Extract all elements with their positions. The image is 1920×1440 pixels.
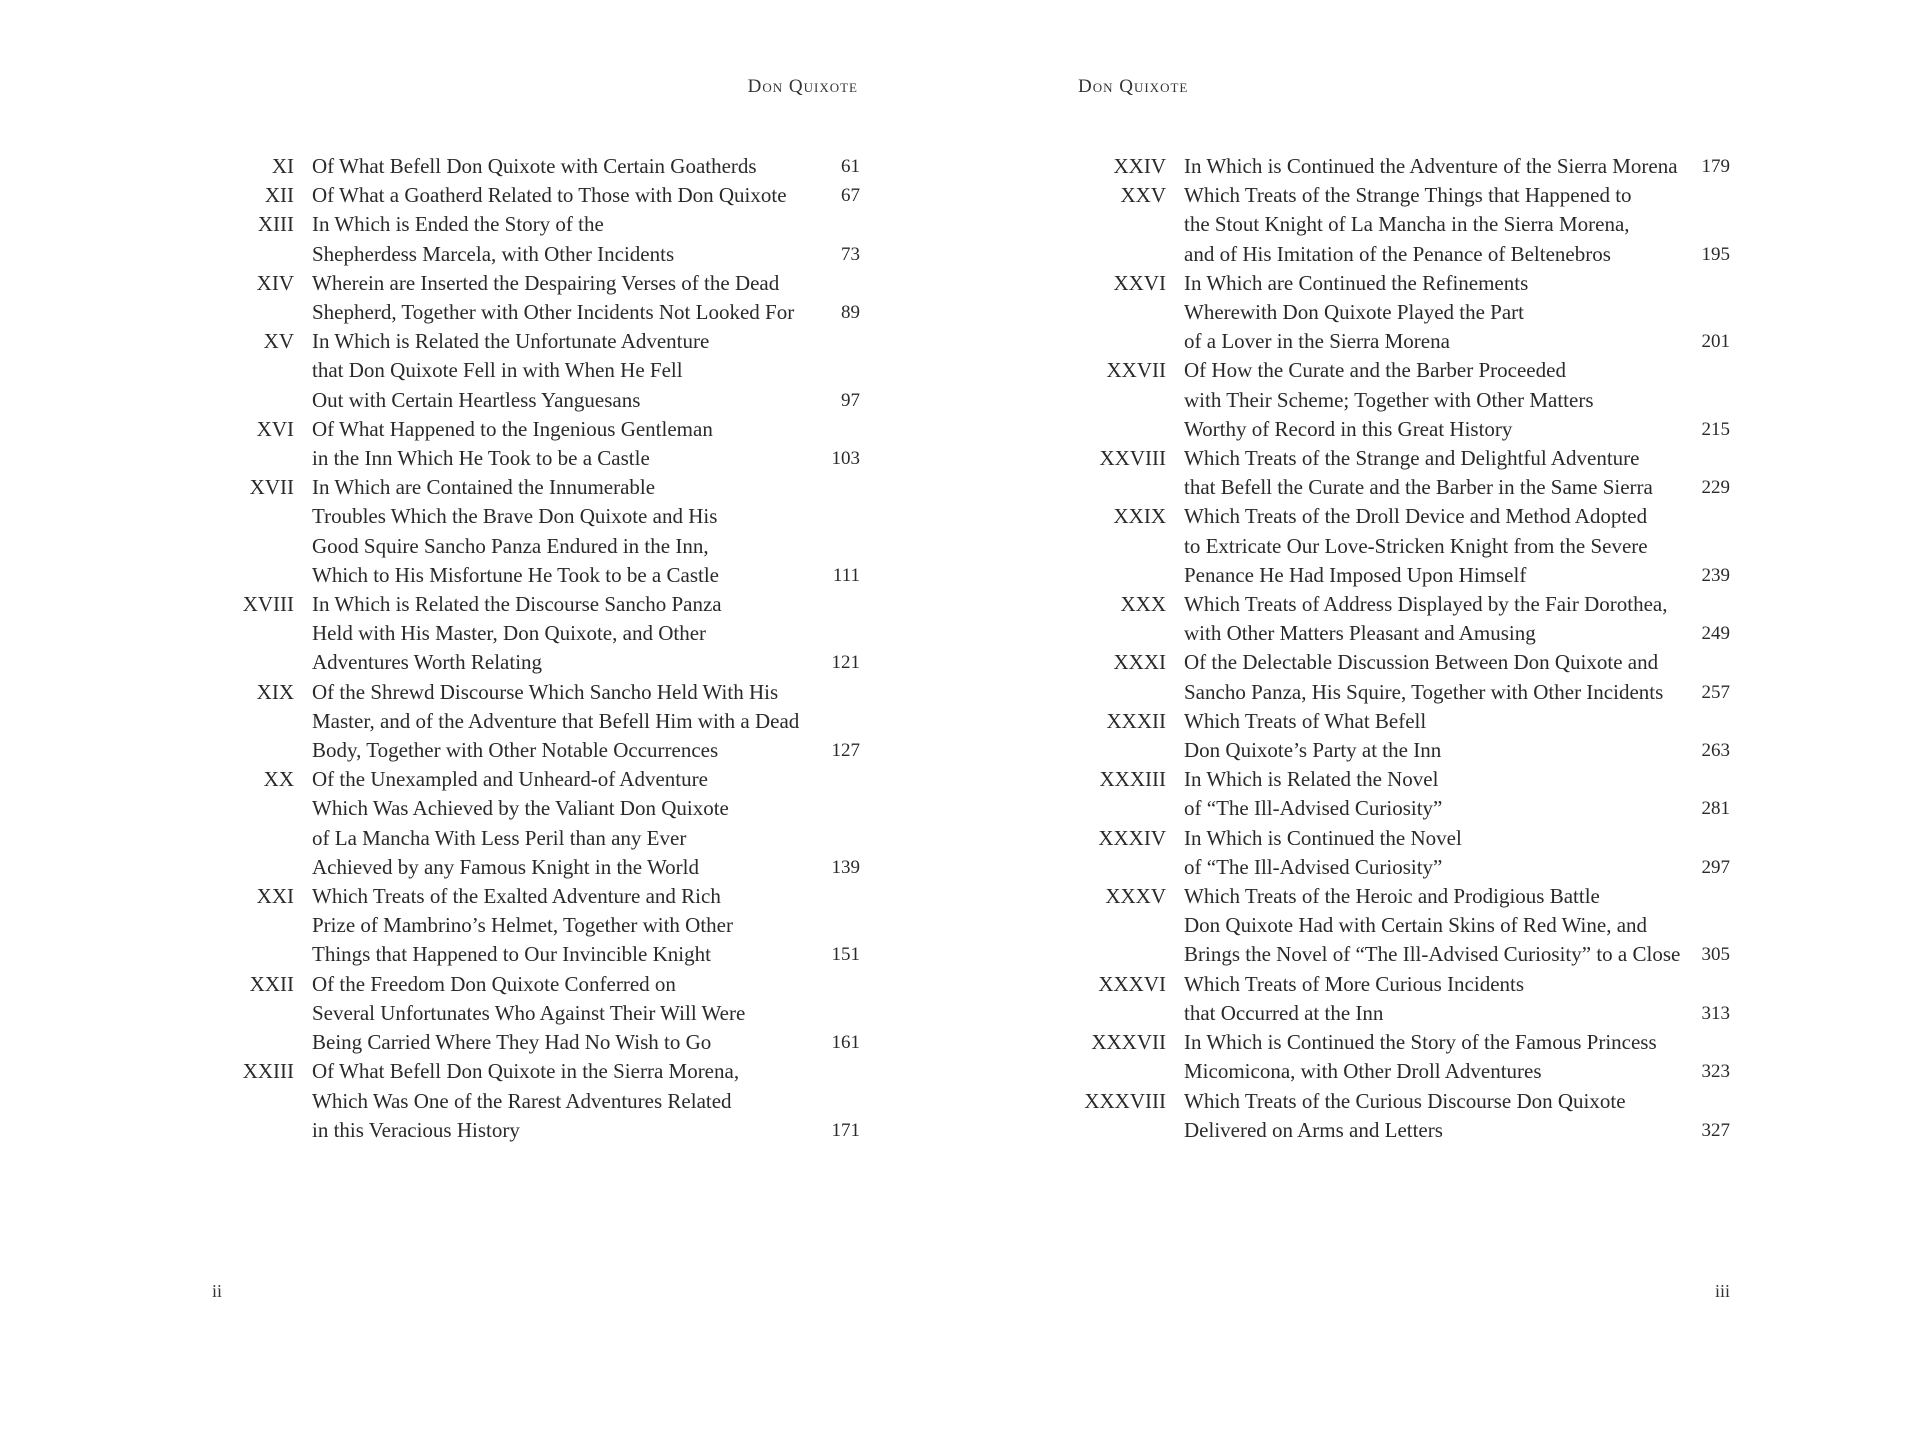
- toc-entry: [188, 415, 860, 473]
- chapter-title-line: [1184, 707, 1730, 736]
- page-number: 97: [841, 389, 860, 411]
- chapter-title-line: [1184, 327, 1730, 356]
- chapter-title-text: and of His Imitation of the Penance of Beltenebros: [1184, 241, 1611, 266]
- chapter-number: XXXVII: [1091, 1030, 1166, 1055]
- chapter-title-line: [312, 970, 860, 999]
- chapter-title: [312, 473, 860, 590]
- chapter-title-text: of La Mancha With Less Peril than any Ever: [312, 825, 687, 850]
- page-number: 215: [1701, 418, 1730, 440]
- chapter-title-text: Delivered on Arms and Letters: [1184, 1117, 1443, 1142]
- chapter-number: XVIII: [242, 592, 294, 617]
- chapter-title-line: [312, 561, 860, 590]
- chapter-title: [1184, 882, 1730, 970]
- chapter-number: XV: [263, 329, 294, 354]
- chapter-title: [312, 415, 860, 473]
- page-number: 103: [831, 448, 860, 470]
- chapter-title-text: Which Treats of Address Displayed by the Fair Dorothea,: [1184, 592, 1668, 617]
- toc-entry: [1078, 152, 1730, 181]
- chapter-number: XIX: [256, 679, 294, 704]
- chapter-title-line: [1184, 356, 1730, 385]
- page-number: 229: [1701, 477, 1730, 499]
- chapter-title-line: [1184, 882, 1730, 911]
- chapter-title-line: [1184, 502, 1730, 531]
- toc-entry: [188, 970, 860, 1058]
- chapter-title-line: [1184, 853, 1730, 882]
- chapter-title-line: [312, 502, 860, 531]
- chapter-title-text: In Which is Continued the Adventure of the Sierra Morena: [1184, 154, 1678, 178]
- chapter-title: [312, 210, 860, 268]
- chapter-title-text: Which Treats of the Heroic and Prodigious Battle: [1184, 884, 1600, 909]
- toc-entry: [188, 152, 860, 181]
- page-number: 263: [1701, 740, 1730, 762]
- chapter-title-text: Don Quixote Had with Certain Skins of Red Wine, and: [1184, 913, 1648, 938]
- chapter-title-text: Of the Delectable Discussion Between Don Quixote and: [1184, 650, 1659, 675]
- chapter-number: XXXIII: [1099, 767, 1166, 792]
- chapter-title-text: In Which is Related the Novel: [1184, 767, 1439, 792]
- toc-entry: [188, 882, 860, 970]
- chapter-number: XXVII: [1106, 358, 1166, 383]
- chapter-title: [1184, 648, 1730, 706]
- chapter-title: [1184, 1028, 1730, 1086]
- chapter-number: XXV: [1120, 183, 1166, 208]
- toc-entry: [188, 269, 860, 327]
- page-number: 121: [831, 652, 860, 674]
- chapter-title-line: [1184, 1057, 1730, 1086]
- chapter-title-text: Achieved by any Famous Knight in the World: [312, 854, 699, 879]
- chapter-title-line: [312, 356, 860, 385]
- chapter-number: XXXVIII: [1084, 1088, 1166, 1113]
- chapter-title: [1184, 356, 1730, 444]
- chapter-title: [312, 765, 860, 882]
- chapter-title-line: [312, 940, 860, 969]
- chapter-title-line: [1184, 911, 1730, 940]
- chapter-title: [1184, 181, 1730, 269]
- chapter-title-text: In Which is Ended the Story of the: [312, 212, 604, 237]
- chapter-title-text: that Occurred at the Inn: [1184, 1000, 1384, 1025]
- chapter-title-line: [312, 386, 860, 415]
- chapter-title-text: Of What a Goatherd Related to Those with Don Quixote: [312, 183, 787, 208]
- chapter-title-text: that Befell the Curate and the Barber in the Same Sierra: [1184, 475, 1653, 500]
- chapter-title-line: [312, 707, 860, 736]
- toc-entry: [188, 327, 860, 415]
- page-number: 195: [1701, 243, 1730, 265]
- chapter-number: XXI: [256, 884, 294, 909]
- chapter-title-line: [1184, 824, 1730, 853]
- page-number: 127: [831, 740, 860, 762]
- page-number: 139: [831, 856, 860, 878]
- chapter-title-text: Don Quixote’s Party at the Inn: [1184, 738, 1442, 763]
- toc-entry: [1078, 356, 1730, 444]
- chapter-title-line: [312, 736, 860, 765]
- chapter-title-text: Brings the Novel of “The Ill-Advised Curiosity” to a Close: [1184, 942, 1681, 967]
- chapter-title-text: Troubles Which the Brave Don Quixote and His: [312, 504, 718, 529]
- chapter-number: XXIII: [242, 1059, 294, 1084]
- chapter-title: [312, 152, 860, 181]
- page-number: 61: [841, 156, 860, 177]
- chapter-title: [1184, 1087, 1730, 1145]
- chapter-title-line: [1184, 152, 1730, 181]
- chapter-title-line: [312, 473, 860, 502]
- page-number: 281: [1701, 798, 1730, 820]
- chapter-title: [312, 970, 860, 1058]
- chapter-title-line: [1184, 298, 1730, 327]
- chapter-title: [1184, 152, 1730, 181]
- toc-right-page: [1078, 152, 1730, 1145]
- chapter-title-line: [312, 765, 860, 794]
- chapter-title-line: [312, 532, 860, 561]
- chapter-title: [1184, 590, 1730, 648]
- chapter-title-text: Body, Together with Other Notable Occurrences: [312, 738, 719, 763]
- chapter-title-text: In Which is Continued the Story of the Famous Princess: [1184, 1030, 1657, 1055]
- toc-entry: [1078, 181, 1730, 269]
- chapter-title-line: [1184, 473, 1730, 502]
- chapter-title-line: [312, 794, 860, 823]
- chapter-title-text: Which Was Achieved by the Valiant Don Quixote: [312, 796, 729, 821]
- page-number: 305: [1701, 944, 1730, 966]
- chapter-title-text: Of the Unexampled and Unheard-of Adventure: [312, 767, 708, 792]
- page-number: 239: [1701, 564, 1730, 586]
- chapter-number: XXXVI: [1098, 971, 1166, 996]
- chapter-title-line: [1184, 561, 1730, 590]
- chapter-title-line: [312, 181, 860, 210]
- chapter-title-text: in this Veracious History: [312, 1117, 520, 1142]
- chapter-title-text: Of What Befell Don Quixote in the Sierra Morena,: [312, 1059, 740, 1084]
- chapter-title-line: [312, 1116, 860, 1145]
- chapter-title-line: [312, 853, 860, 882]
- chapter-title-text: In Which is Related the Unfortunate Adventure: [312, 329, 710, 354]
- chapter-title-line: [312, 269, 860, 298]
- chapter-number: XII: [264, 183, 294, 208]
- chapter-title-text: In Which are Contained the Innumerable: [312, 475, 656, 500]
- toc-entry: [188, 1057, 860, 1145]
- chapter-title-line: [1184, 678, 1730, 707]
- toc-entry: [1078, 1028, 1730, 1086]
- chapter-title-text: that Don Quixote Fell in with When He Fell: [312, 358, 683, 383]
- chapter-title-text: In Which is Continued the Novel: [1184, 825, 1462, 850]
- chapter-number: XXIX: [1113, 504, 1166, 529]
- chapter-title: [1184, 824, 1730, 882]
- chapter-title-text: Of How the Curate and the Barber Proceeded: [1184, 358, 1566, 383]
- chapter-number: XXXV: [1105, 884, 1166, 909]
- chapter-title: [1184, 765, 1730, 823]
- page-number: 297: [1701, 856, 1730, 878]
- chapter-title-line: [1184, 590, 1730, 619]
- chapter-title-line: [312, 152, 860, 181]
- chapter-title: [312, 1057, 860, 1145]
- chapter-title-line: [1184, 415, 1730, 444]
- toc-entry: [1078, 882, 1730, 970]
- page-number: 327: [1701, 1119, 1730, 1141]
- chapter-title: [312, 678, 860, 766]
- chapter-number: XI: [271, 154, 294, 178]
- chapter-title-line: [312, 619, 860, 648]
- chapter-title-line: [1184, 940, 1730, 969]
- toc-entry: [1078, 1087, 1730, 1145]
- chapter-title-line: [312, 1057, 860, 1086]
- chapter-title-text: Wherewith Don Quixote Played the Part: [1184, 300, 1524, 325]
- chapter-number: XXVIII: [1099, 446, 1166, 471]
- chapter-title-line: [312, 590, 860, 619]
- chapter-title-line: [312, 444, 860, 473]
- chapter-number: XXIV: [1113, 154, 1166, 178]
- chapter-number: XVI: [256, 416, 294, 441]
- chapter-title-line: [312, 327, 860, 356]
- chapter-title-text: Which to His Misfortune He Took to be a Castle: [312, 562, 719, 587]
- page-number: 89: [841, 302, 860, 324]
- chapter-title-line: [1184, 736, 1730, 765]
- chapter-title-line: [312, 882, 860, 911]
- chapter-number: XXII: [249, 971, 294, 996]
- toc-entry: [1078, 269, 1730, 357]
- chapter-number: XXX: [1120, 592, 1166, 617]
- toc-entry: [188, 590, 860, 678]
- chapter-title-text: Shepherd, Together with Other Incidents Not Looked For: [312, 300, 795, 325]
- chapter-title-line: [1184, 240, 1730, 269]
- chapter-title: [312, 181, 860, 210]
- chapter-title-line: [312, 1087, 860, 1116]
- chapter-title-text: Of What Happened to the Ingenious Gentleman: [312, 416, 713, 441]
- chapter-title-text: with Their Scheme; Together with Other Matters: [1184, 387, 1594, 412]
- chapter-title-line: [1184, 386, 1730, 415]
- toc-entry: [1078, 648, 1730, 706]
- chapter-title-line: [312, 240, 860, 269]
- page-number: 313: [1701, 1002, 1730, 1024]
- page-number: 171: [831, 1119, 860, 1141]
- chapter-title-text: In Which is Related the Discourse Sancho Panza: [312, 592, 722, 617]
- chapter-title-text: Adventures Worth Relating: [312, 650, 543, 675]
- chapter-title-text: Of the Freedom Don Quixote Conferred on: [312, 971, 676, 996]
- chapter-title-line: [312, 298, 860, 327]
- toc-entry: [188, 181, 860, 210]
- chapter-title-text: Penance He Had Imposed Upon Himself: [1184, 562, 1527, 587]
- chapter-title-line: [1184, 999, 1730, 1028]
- chapter-title-text: in the Inn Which He Took to be a Castle: [312, 446, 650, 471]
- chapter-title-line: [1184, 1028, 1730, 1057]
- folio-right: iii: [1714, 1281, 1730, 1301]
- chapter-title-text: Of the Shrewd Discourse Which Sancho Held With His: [312, 679, 779, 704]
- page-number: 151: [831, 944, 860, 966]
- chapter-title-line: [312, 824, 860, 853]
- chapter-title-line: [1184, 181, 1730, 210]
- chapter-title-text: Which Treats of More Curious Incidents: [1184, 971, 1525, 996]
- chapter-title-line: [312, 648, 860, 677]
- toc-entry: [188, 210, 860, 268]
- chapter-title-text: of “The Ill-Advised Curiosity”: [1184, 796, 1443, 821]
- chapter-title-line: [1184, 1116, 1730, 1145]
- chapter-title-line: [312, 415, 860, 444]
- chapter-title: [312, 590, 860, 678]
- chapter-title-text: Good Squire Sancho Panza Endured in the Inn,: [312, 533, 709, 558]
- chapter-title-text: Which Was One of the Rarest Adventures Related: [312, 1088, 732, 1113]
- chapter-title: [1184, 707, 1730, 765]
- chapter-title-line: [1184, 619, 1730, 648]
- chapter-number: XIII: [257, 212, 294, 237]
- chapter-title-line: [1184, 210, 1730, 239]
- chapter-title-text: of a Lover in the Sierra Morena: [1184, 329, 1450, 354]
- chapter-title-text: Prize of Mambrino’s Helmet, Together with Other: [312, 913, 733, 938]
- chapter-title-text: Held with His Master, Don Quixote, and Other: [312, 621, 707, 646]
- chapter-title-text: Which Treats of the Droll Device and Method Adopted: [1184, 504, 1648, 529]
- chapter-title-line: [312, 678, 860, 707]
- chapter-title: [312, 327, 860, 415]
- page-number: 111: [832, 564, 860, 586]
- chapter-title-text: Sancho Panza, His Squire, Together with Other Incidents: [1184, 679, 1664, 704]
- chapter-title: [1184, 269, 1730, 357]
- chapter-title-text: Which Treats of the Exalted Adventure and Rich: [312, 884, 721, 909]
- chapter-title-text: In Which are Continued the Refinements: [1184, 270, 1529, 295]
- chapter-title: [1184, 444, 1730, 502]
- chapter-number: XXXIV: [1098, 825, 1166, 850]
- chapter-title-text: Which Treats of the Strange and Delightful Adventure: [1184, 446, 1640, 471]
- chapter-title-line: [312, 911, 860, 940]
- page-number: 161: [831, 1032, 860, 1054]
- page-number: 257: [1701, 681, 1730, 703]
- page-number: 179: [1701, 156, 1730, 177]
- chapter-title: [312, 882, 860, 970]
- chapter-title-text: Several Unfortunates Who Against Their Will Were: [312, 1000, 746, 1025]
- chapter-title-text: of “The Ill-Advised Curiosity”: [1184, 854, 1443, 879]
- toc-entry: [1078, 590, 1730, 648]
- chapter-title-line: [1184, 970, 1730, 999]
- chapter-title-text: the Stout Knight of La Mancha in the Sierra Morena,: [1184, 212, 1630, 237]
- chapter-title-line: [1184, 444, 1730, 473]
- toc-entry: [1078, 444, 1730, 502]
- chapter-title-text: Things that Happened to Our Invincible Knight: [312, 942, 711, 967]
- toc-entry: [1078, 970, 1730, 1028]
- page-number: 67: [841, 185, 860, 207]
- chapter-title-text: Micomicona, with Other Droll Adventures: [1184, 1059, 1542, 1084]
- page-number: 323: [1701, 1061, 1730, 1083]
- toc-entry: [1078, 707, 1730, 765]
- chapter-number: XXXI: [1113, 650, 1166, 675]
- chapter-title-line: [1184, 532, 1730, 561]
- chapter-title-text: Shepherdess Marcela, with Other Incidents: [312, 241, 675, 266]
- chapter-number: XVII: [249, 475, 294, 500]
- chapter-title-text: Being Carried Where They Had No Wish to Go: [312, 1030, 712, 1055]
- chapter-title: [1184, 502, 1730, 590]
- chapter-title-text: with Other Matters Pleasant and Amusing: [1184, 621, 1536, 646]
- page-number: 201: [1701, 331, 1730, 353]
- toc-entry: [1078, 765, 1730, 823]
- chapter-title: [312, 269, 860, 327]
- chapter-title-line: [1184, 269, 1730, 298]
- toc-entry: [188, 765, 860, 882]
- toc-entry: [1078, 824, 1730, 882]
- chapter-title-text: Wherein are Inserted the Despairing Verses of the Dead: [312, 270, 780, 295]
- chapter-number: XXVI: [1113, 270, 1166, 295]
- chapter-title-line: [1184, 1087, 1730, 1116]
- chapter-title-line: [1184, 648, 1730, 677]
- toc-entry: [188, 678, 860, 766]
- chapter-number: XX: [263, 767, 294, 792]
- chapter-title-text: Out with Certain Heartless Yanguesans: [312, 387, 641, 412]
- folio-left: ii: [212, 1281, 223, 1301]
- chapter-title-text: to Extricate Our Love-Stricken Knight from the Severe: [1184, 533, 1648, 558]
- chapter-number: XXXII: [1106, 708, 1166, 733]
- toc-entry: [1078, 502, 1730, 590]
- toc-entry: [188, 473, 860, 590]
- running-head-left: Don Quixote: [747, 76, 858, 97]
- chapter-title-text: Which Treats of What Befell: [1184, 708, 1427, 733]
- chapter-title-line: [312, 999, 860, 1028]
- chapter-title: [1184, 970, 1730, 1028]
- chapter-title-text: Worthy of Record in this Great History: [1184, 416, 1513, 441]
- chapter-title-line: [1184, 765, 1730, 794]
- page-number: 249: [1701, 623, 1730, 645]
- running-head-right: Don Quixote: [1078, 76, 1189, 97]
- chapter-title-text: Which Treats of the Strange Things that Happened to: [1184, 183, 1632, 208]
- page-number: 73: [841, 243, 860, 265]
- chapter-title-text: Master, and of the Adventure that Befell Him with a Dead: [312, 708, 800, 733]
- chapter-title-line: [312, 1028, 860, 1057]
- chapter-number: XIV: [256, 270, 294, 295]
- chapter-title-line: [312, 210, 860, 239]
- chapter-title-text: Of What Befell Don Quixote with Certain Goatherds: [312, 154, 757, 178]
- chapter-title-text: Which Treats of the Curious Discourse Don Quixote: [1184, 1088, 1626, 1113]
- toc-left-page: [188, 152, 860, 1145]
- chapter-title-line: [1184, 794, 1730, 823]
